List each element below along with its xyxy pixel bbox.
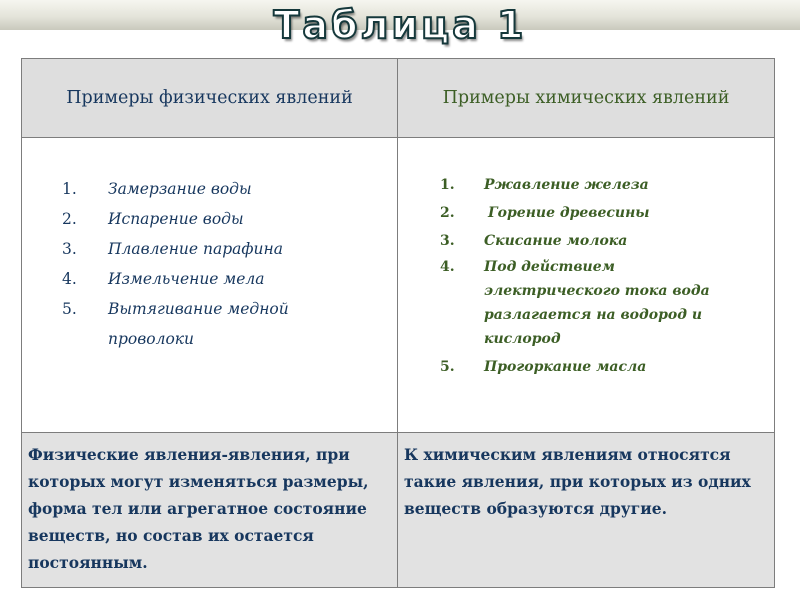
list-text: Скисание молока (484, 233, 628, 249)
list-text: Испарение воды (108, 210, 244, 228)
list-item (22, 174, 397, 204)
list-item (22, 264, 397, 294)
list-number: 1. (62, 180, 77, 198)
list-number: 2. (440, 205, 455, 221)
list-item (398, 353, 774, 381)
list-item (398, 199, 774, 227)
list-item (22, 234, 397, 264)
physical-examples-list (22, 138, 397, 354)
chemical-examples-cell (398, 138, 775, 433)
list-item (398, 171, 774, 199)
physical-examples-cell (22, 138, 398, 433)
list-text: Ржавление железа (484, 177, 649, 193)
list-text: Под действием электрического тока вода разлагается на водород и кислород (484, 259, 710, 347)
physical-definition: Физические явления-явления, при которых могут изменяться размеры, форма тел или агрегатное состояние веществ, но состав их остается постоянным. (22, 433, 398, 588)
list-text: Плавление парафина (108, 240, 283, 258)
list-number: 5. (62, 300, 77, 318)
list-number: 4. (62, 270, 77, 288)
list-item (398, 227, 774, 255)
list-number: 3. (440, 233, 455, 249)
list-text: Прогоркание масла (484, 359, 647, 375)
list-text: Замерзание воды (108, 180, 252, 198)
header-physical: Примеры физических явлений (22, 59, 398, 138)
slide-title: Таблица 1 (273, 3, 527, 47)
list-item (398, 255, 774, 351)
list-number: 1. (440, 177, 455, 193)
table-header-row (22, 59, 775, 138)
definitions-row (22, 433, 775, 588)
list-number: 3. (62, 240, 77, 258)
list-text: Вытягивание медной проволоки (108, 300, 289, 348)
list-number: 4. (440, 259, 455, 275)
list-text: Измельчение мела (108, 270, 265, 288)
list-item (22, 294, 397, 354)
chemical-definition: К химическим явлениям относятся такие явления, при которых из одних веществ образуются другие. (398, 433, 775, 588)
examples-row (22, 138, 775, 433)
list-text: Горение древесины (488, 205, 650, 221)
phenomena-table (21, 58, 775, 588)
list-item (22, 204, 397, 234)
header-chemical: Примеры химических явлений (398, 59, 775, 138)
list-number: 2. (62, 210, 77, 228)
list-number: 5. (440, 359, 455, 375)
chemical-examples-list (398, 138, 774, 381)
